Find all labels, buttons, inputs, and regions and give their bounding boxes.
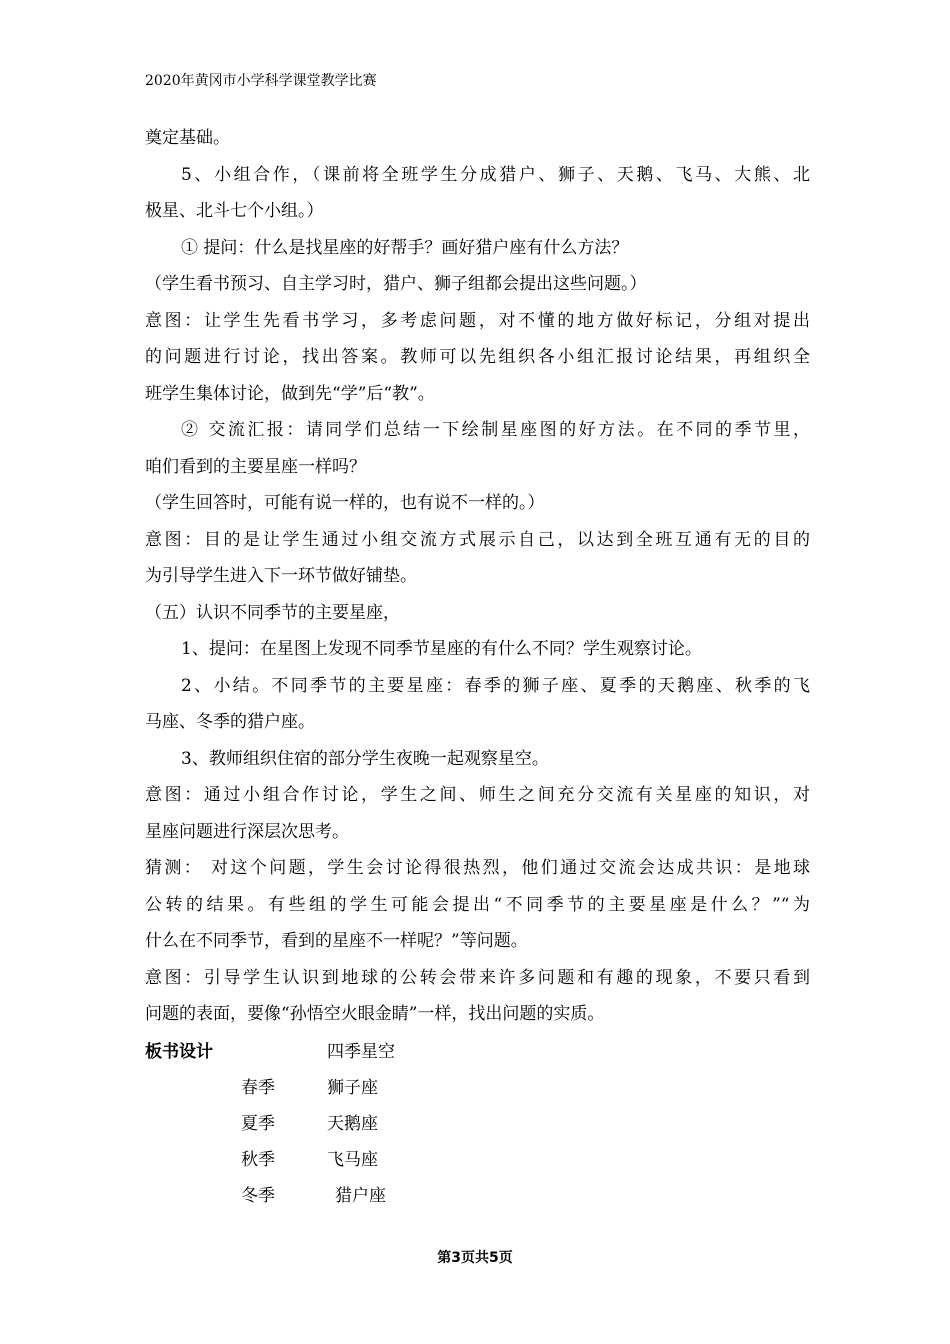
text-line: 的问题进行讨论，找出答案。教师可以先组织各小组汇报讨论结果，再组织全 — [145, 347, 810, 367]
constellation-label: 飞马座 — [327, 1150, 378, 1170]
text-line: 为引导学生进入下一环节做好铺垫。 — [145, 566, 417, 586]
text-line: 5、小组合作，（课前将全班学生分成猎户、狮子、天鹅、飞马、大熊、北 — [181, 164, 810, 185]
text-line: 2、小结。不同季节的主要星座：春季的狮子座、夏季的天鹅座、秋季的飞 — [181, 675, 810, 696]
text-line: 1、提问：在星图上发现不同季节星座的有什么不同？学生观察讨论。 — [181, 639, 702, 659]
text-line: （五）认识不同季节的主要星座， — [145, 602, 400, 623]
season-label: 冬季 — [241, 1186, 275, 1206]
constellation-label: 天鹅座 — [327, 1114, 378, 1134]
text-line: 意图：目的是让学生通过小组交流方式展示自己，以达到全班互通有无的目的 — [145, 529, 810, 550]
text-line: ① 提问：什么是找星座的好帮手？画好猎户座有什么方法？ — [181, 237, 629, 258]
page-footer: 第3页共5页 — [437, 1250, 513, 1266]
text-line: ② 交流汇报：请同学们总结一下绘制星座图的好方法。在不同的季节里， — [181, 420, 810, 440]
text-line: 班学生集体讨论，做到先“学”后“教”。 — [145, 383, 435, 404]
constellation-label: 狮子座 — [327, 1078, 378, 1098]
text-line: 问题的表面，要像“孙悟空火眼金睛”一样，找出问题的实质。 — [145, 1004, 605, 1024]
text-line: 公转的结果。有些组的学生可能会提出“不同季节的主要星座是什么？”“为 — [145, 894, 810, 915]
text-line: 什么在不同季节，看到的星座不一样呢？”等问题。 — [145, 931, 528, 951]
season-label: 春季 — [241, 1078, 275, 1098]
text-line: 极星、北斗七个小组。） — [145, 201, 324, 221]
text-line: 意图：引导学生认识到地球的公转会带来许多问题和有趣的现象，不要只看到 — [145, 967, 810, 988]
text-line: （学生回答时，可能有说一样的，也有说不一样的。） — [145, 493, 545, 513]
text-line: 咱们看到的主要星座一样吗？ — [145, 456, 366, 477]
text-line: 意图：通过小组合作讨论，学生之间、师生之间充分交流有关星座的知识，对 — [145, 785, 810, 805]
text-line: （学生看书预习、自主学习时，猎户、狮子组都会提出这些问题。） — [145, 274, 647, 294]
text-line: 奠定基础。 — [145, 128, 230, 148]
text-line: 意图：让学生先看书学习，多考虑问题，对不懂的地方做好标记，分组对提出 — [145, 310, 810, 331]
page-header: 2020年黄冈市小学科学课堂教学比赛 — [145, 73, 377, 89]
text-line: 马座、冬季的猎户座。 — [145, 712, 315, 732]
season-label: 夏季 — [241, 1114, 275, 1134]
document-body — [145, 120, 810, 1033]
constellation-label: 猎户座 — [335, 1186, 386, 1206]
text-line: 猜测： 对这个问题，学生会讨论得很热烈，他们通过交流会达成共识：是地球 — [145, 858, 810, 878]
board-heading: 板书设计 — [145, 1042, 213, 1062]
text-line: 3、教师组织住宿的部分学生夜晚一起观察星空。 — [181, 748, 549, 769]
season-label: 秋季 — [241, 1150, 275, 1170]
text-line: 星座问题进行深层次思考。 — [145, 821, 349, 842]
board-title: 四季星空 — [327, 1042, 395, 1062]
